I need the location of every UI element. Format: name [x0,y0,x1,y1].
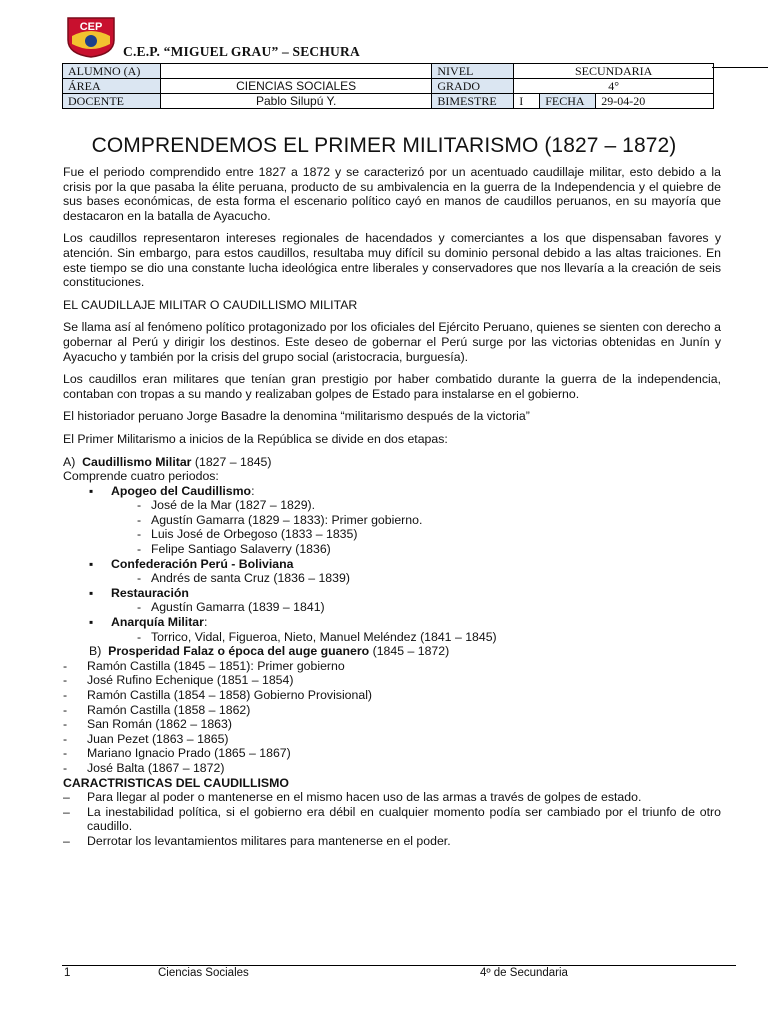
ruler-item: - Felipe Santiago Salaverry (1836) [137,542,721,557]
period-name: Restauración [111,585,189,600]
stage-a-periods [63,484,721,645]
header-rule [712,67,768,68]
characteristic-item: – La inestabilidad política, si el gobierno era débil en cualquier momento podía ser cambiado por el triunfo de otro caudillo. [63,805,721,834]
paragraph: Fue el periodo comprendido entre 1827 a 1872 y se caracterizó por un acentuado caudillaje militar, esto debido a la crisis por la que pasaba la élite peruana, producto de su ambivalencia en la guerra de la Independencia y el quiebre de sus bases económicas, de esta forma el escenario político cayó en manos de caudillos peruanos, en su mayoría que destacaron en la batalla de Ayacucho. [63,165,721,223]
ruler-item: - Luis José de Orbegoso (1833 – 1835) [137,527,721,542]
paragraph: Se llama así al fenómeno político protagonizado por los oficiales del Ejército Peruano, quienes se sienten con derecho a gobernar al Perú y dirigir los destinos. Este deseo de gobernar el Perú surge por las victorias obtenidas en Junín y Ayacucho y también por la crisis del grupo social (aristocracia, burguesía). [63,320,721,364]
school-logo [62,14,120,58]
section-heading: EL CAUDILLAJE MILITAR O CAUDILLISMO MILITAR [63,297,358,312]
ruler-item: - José de la Mar (1827 – 1829). [137,498,721,513]
docente-value: Pablo Silupú Y. [160,94,431,109]
bimestre-value: I [514,94,540,109]
ruler-item: - Agustín Gamarra (1839 – 1841) [137,600,721,615]
period-rulers [111,571,721,586]
period-item [89,484,721,557]
docente-label: DOCENTE [63,94,161,109]
footer-subject: Ciencias Sociales [158,967,249,979]
footer-rule [62,965,736,966]
ruler-item: - San Román (1862 – 1863) [63,717,721,732]
ruler-item: - Juan Pezet (1863 – 1865) [63,732,721,747]
ruler-item: - Torrico, Vidal, Figueroa, Nieto, Manuel Meléndez (1841 – 1845) [137,630,721,645]
period-name: Confederación Perú - Boliviana [111,556,294,571]
grado-value: 4° [514,79,714,94]
period-item [89,586,721,615]
period-item [89,557,721,586]
paragraph: El Primer Militarismo a inicios de la República se divide en dos etapas: [63,431,448,446]
bimestre-label: BIMESTRE [432,94,514,109]
period-rulers [111,498,721,556]
period-name: Anarquía Militar [111,615,204,630]
characteristic-item: – Derrotar los levantamientos militares para mantenerse en el poder. [63,834,721,849]
paragraph: El historiador peruano Jorge Basadre la denomina “militarismo después de la victoria” [63,409,530,424]
stage-b-name: Prosperidad Falaz o época del auge guanero [108,644,370,659]
fecha-value: 29-04-20 [596,94,714,109]
ruler-item: - Ramón Castilla (1858 – 1862) [63,703,721,718]
footer-grade: 4º de Secundaria [480,967,568,979]
ruler-item: - Agustín Gamarra (1829 – 1833): Primer gobierno. [137,513,721,528]
ruler-item: - Ramón Castilla (1845 – 1851): Primer gobierno [63,659,721,674]
period-rulers [111,600,721,615]
period-name: Apogeo del Caudillismo [111,483,252,498]
characteristics-heading: CARACTRISTICAS DEL CAUDILLISMO [63,775,289,790]
stage-a-name: Caudillismo Militar [82,454,192,469]
stage-b-marker: B) [89,644,102,659]
area-value: CIENCIAS SOCIALES [160,79,431,94]
paragraph: Los caudillos eran militares que tenían gran prestigio por haber combatido durante la guerra de la independencia, contaban con tropas a su mando y realizaban golpes de Estado para instalarse en el gobierno. [63,372,721,401]
alumno-label: ALUMNO (A) [63,64,161,79]
student-info-table [62,63,714,109]
nivel-label: NIVEL [432,64,514,79]
ruler-item: - Andrés de santa Cruz (1836 – 1839) [137,571,721,586]
logo-lettering: CEP [79,21,103,33]
page-title: COMPRENDEMOS EL PRIMER MILITARISMO (1827 – 1872) [91,134,677,157]
ruler-item: - José Balta (1867 – 1872) [63,761,721,776]
stage-b-heading [63,644,721,659]
stage-b-rulers [63,659,721,776]
footer-page-number: 1 [64,967,71,979]
school-name: C.E.P. “MIGUEL GRAU” – SECHURA [123,44,360,59]
nivel-value: SECUNDARIA [514,64,714,79]
alumno-field[interactable] [160,64,431,79]
document-body [63,165,721,849]
period-suffix: : [251,483,255,498]
characteristic-item: – Para llegar al poder o mantenerse en el mismo hacen uso de las armas a través de golpes de estado. [63,790,721,805]
stage-a-marker: A) [63,454,76,469]
stage-a-intro: Comprende cuatro periodos: [63,469,219,484]
area-label: ÁREA [63,79,161,94]
paragraph: Los caudillos representaron intereses regionales de hacendados y comerciantes a los que dispensaban favores y atención. Sin embargo, para estos caudillos, resultaba muy difícil su dominio personal debido a las altas traiciones. En este tiempo se dio una constante lucha ideológica entre liberales y conservadores que nos llevaría a la creación de seis constituciones. [63,231,721,290]
ruler-item: - Mariano Ignacio Prado (1865 – 1867) [63,746,721,761]
period-rulers [111,630,721,645]
fecha-label: FECHA [540,94,596,109]
grado-label: GRADO [432,79,514,94]
stage-a-heading [63,455,721,470]
ruler-item: - Ramón Castilla (1854 – 1858) Gobierno Provisional) [63,688,721,703]
stage-a-years: (1827 – 1845) [194,454,272,469]
stage-b-years: (1845 – 1872) [372,644,450,659]
ruler-item: - José Rufino Echenique (1851 – 1854) [63,673,721,688]
period-item [89,615,721,644]
characteristics-list [63,790,721,848]
period-suffix: : [203,615,208,630]
